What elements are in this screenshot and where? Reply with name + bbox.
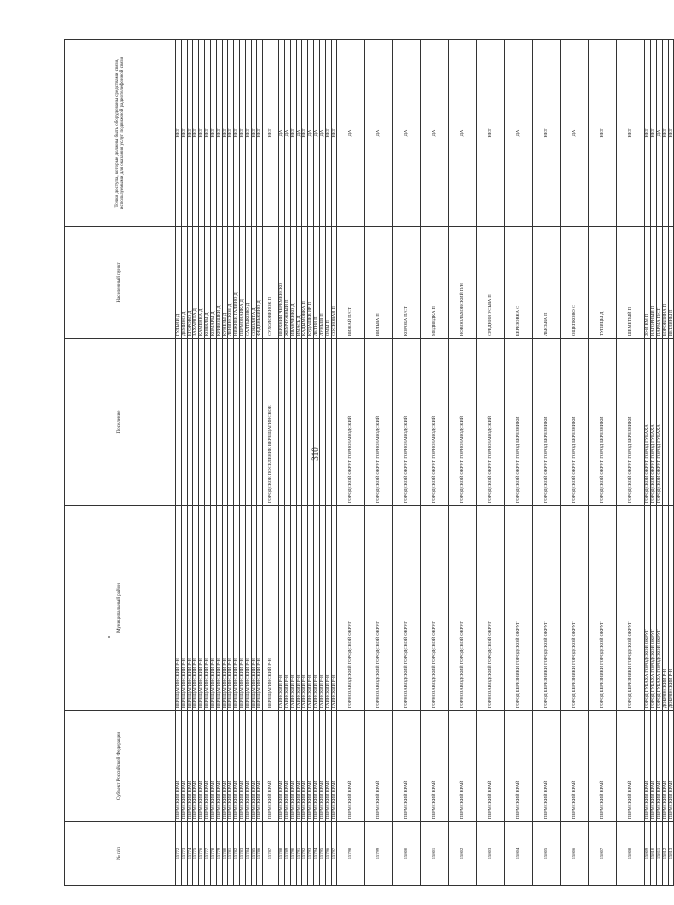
table-row: [617, 40, 645, 886]
region-cell: ПЕРМСКИЙ КРАЙ: [228, 711, 234, 822]
row-number: 15784: [245, 822, 251, 886]
row-number: 15776: [199, 822, 205, 886]
district-cell: ГАЙНСКИЙ Р-Н: [314, 506, 320, 711]
settlement-cell: ГОРОДСКОЙ ОКРУГ ГОРНОЗАВОДСКИЙ: [477, 339, 505, 506]
access-point-cell: НЕТ: [331, 40, 337, 227]
access-point-cell: ДА: [505, 40, 533, 227]
district-cell: ВЕРЕЩАГИНСКИЙ Р-Н: [239, 506, 245, 711]
district-cell: ГАЙНСКИЙ Р-Н: [279, 506, 285, 711]
locality-cell: САЛТЫКОВО Д: [245, 227, 251, 339]
access-point-cell: НЕТ: [210, 40, 216, 227]
access-point-cell: ДА: [421, 40, 449, 227]
access-point-cell: НЕТ: [668, 40, 674, 227]
row-number: 15800: [393, 822, 421, 886]
row-number: 15775: [193, 822, 199, 886]
locality-cell: ЛУНЬЕВ П: [319, 227, 325, 339]
locality-cell: СУХОЛОВЕНОК П: [263, 227, 279, 339]
district-cell: ГОРОД БЕРЕЗНИКИ ГОРОДСКОЙ ОКРУГ: [505, 506, 533, 711]
locality-cell: КОРОБА П/СТ: [393, 227, 421, 339]
locality-cell: ИМАСЬ Д: [296, 227, 302, 339]
access-point-cell: ДА: [561, 40, 589, 227]
table-body: [176, 40, 674, 886]
region-cell: ПЕРМСКИЙ КРАЙ: [205, 711, 211, 822]
access-point-cell: НЕТ: [199, 40, 205, 227]
access-point-cell: ДА: [296, 40, 302, 227]
region-cell: ПЕРМСКИЙ КРАЙ: [296, 711, 302, 822]
locality-cell: ОМЫ П: [325, 227, 331, 339]
district-cell: ГОРОД БЕРЕЗНИКИ ГОРОДСКОЙ ОКРУГ: [561, 506, 589, 711]
access-point-cell: НЕТ: [239, 40, 245, 227]
district-cell: ДОБРЯНСКИЙ Р-Н: [668, 506, 674, 711]
access-point-cell: ДА: [319, 40, 325, 227]
region-cell: ПЕРМСКИЙ КРАЙ: [645, 711, 651, 822]
row-number: 15785: [251, 822, 257, 886]
region-cell: ПЕРМСКИЙ КРАЙ: [331, 711, 337, 822]
locality-cell: КОВЯЛЫ Д: [205, 227, 211, 339]
district-cell: ГОРНОЗАВОДСКИЙ ГОРОДСКОЙ ОКРУГ: [421, 506, 449, 711]
locality-cell: КУДАШЕВ ЯР П: [308, 227, 314, 339]
district-cell: ВЕРЕЩАГИНСКИЙ Р-Н: [187, 506, 193, 711]
access-point-cell: ДА: [449, 40, 477, 227]
district-cell: ВЕРЕЩАГИНСКИЙ Р-Н: [216, 506, 222, 711]
access-point-cell: НЕТ: [662, 40, 668, 227]
region-cell: ПЕРМСКИЙ КРАЙ: [505, 711, 533, 822]
district-cell: ДОБРЯНСКИЙ Р-Н: [662, 506, 668, 711]
row-number: 15781: [228, 822, 234, 886]
locality-cell: КАМЕНКА Д: [199, 227, 205, 339]
region-cell: ПЕРМСКИЙ КРАЙ: [561, 711, 589, 822]
locality-cell: СОСНОВАЯ П: [331, 227, 337, 339]
row-number: 15798: [337, 822, 365, 886]
district-cell: ГОРНОЗАВОДСКИЙ ГОРОДСКОЙ ОКРУГ: [477, 506, 505, 711]
region-cell: ПЕРМСКИЙ КРАЙ: [365, 711, 393, 822]
row-number: 15813: [668, 822, 674, 886]
region-cell: ПЕРМСКИЙ КРАЙ: [216, 711, 222, 822]
access-point-cell: ДА: [337, 40, 365, 227]
table-row: [477, 40, 505, 886]
header-cell: Населенный пункт: [65, 227, 176, 339]
locality-cell: ФЕДЕНЬКИНО Д: [257, 227, 263, 339]
access-point-cell: НЕТ: [216, 40, 222, 227]
region-cell: ПЕРМСКИЙ КРАЙ: [251, 711, 257, 822]
region-cell: ПЕРМСКИЙ КРАЙ: [393, 711, 421, 822]
region-cell: ПЕРМСКИЙ КРАЙ: [668, 711, 674, 822]
access-point-cell: НЕТ: [193, 40, 199, 227]
district-cell: ГАЙНСКИЙ Р-Н: [319, 506, 325, 711]
row-number: 15773: [181, 822, 187, 886]
access-point-cell: ДА: [365, 40, 393, 227]
table-row: [449, 40, 477, 886]
access-point-cell: НЕТ: [181, 40, 187, 227]
access-point-cell: ДА: [656, 40, 662, 227]
region-cell: ПЕРМСКИЙ КРАЙ: [245, 711, 251, 822]
table-row: [365, 40, 393, 886]
table-row: [561, 40, 589, 886]
row-number: 15772: [176, 822, 182, 886]
locality-cell: ТУПИЦЫ Д: [589, 227, 617, 339]
row-number: 15791: [296, 822, 302, 886]
district-cell: ГАЙНСКИЙ Р-Н: [331, 506, 337, 711]
access-point-cell: НЕТ: [290, 40, 296, 227]
district-cell: ВЕРЕЩАГИНСКИЙ Р-Н: [234, 506, 240, 711]
region-cell: ПЕРМСКИЙ КРАЙ: [199, 711, 205, 822]
access-point-cell: НЕТ: [222, 40, 228, 227]
row-number: 15780: [222, 822, 228, 886]
region-cell: ПЕРМСКИЙ КРАЙ: [651, 711, 657, 822]
locality-cell: БЕРЕЗОВКА С: [505, 227, 533, 339]
settlement-cell: ГОРОДСКОЙ ОКРУГ ГОРОД ГУБАХА: [645, 339, 651, 506]
access-point-cell: НЕТ: [234, 40, 240, 227]
settlement-cell: ГОРОДСКОЙ ОКРУГ ГОРОД БЕРЕЗНИКИ: [589, 339, 617, 506]
region-cell: ПЕРМСКИЙ КРАЙ: [308, 711, 314, 822]
district-cell: ВЕРЕЩАГИНСКИЙ Р-Н: [222, 506, 228, 711]
locality-cell: ВЕРХНИЙ ЧЕРЕМЕНСКО: [279, 227, 285, 339]
locality-cell: ЛЕТНЯ П: [314, 227, 320, 339]
region-cell: ПЕРМСКИЙ КРАЙ: [319, 711, 325, 822]
access-point-cell: ДА: [314, 40, 320, 227]
row-number: 15789: [285, 822, 291, 886]
access-point-cell: НЕТ: [251, 40, 257, 227]
district-cell: ГОРОД БЕРЕЗНИКИ ГОРОДСКОЙ ОКРУГ: [533, 506, 561, 711]
district-cell: ВЕРЕЩАГИНСКИЙ Р-Н: [181, 506, 187, 711]
region-cell: ПЕРМСКИЙ КРАЙ: [617, 711, 645, 822]
locality-cell: ЖЕМЧУЖНЫЙ П: [285, 227, 291, 339]
district-cell: ГАЙНСКИЙ Р-Н: [325, 506, 331, 711]
row-number: 15810: [651, 822, 657, 886]
settlement-cell: ГОРОДСКОЙ ОКРУГ ГОРНОЗАВОДСКИЙ: [421, 339, 449, 506]
region-cell: ПЕРМСКИЙ КРАЙ: [314, 711, 320, 822]
table-row: [263, 40, 279, 886]
access-point-cell: НЕТ: [477, 40, 505, 227]
region-cell: ПЕРМСКИЙ КРАЙ: [449, 711, 477, 822]
region-cell: ПЕРМСКИЙ КРАЙ: [257, 711, 263, 822]
row-number: 15804: [505, 822, 533, 886]
access-point-cell: НЕТ: [176, 40, 182, 227]
region-cell: ПЕРМСКИЙ КРАЙ: [193, 711, 199, 822]
locality-cell: НАГОРНЫЙ П: [651, 227, 657, 339]
row-number: 15774: [187, 822, 193, 886]
settlement-cell: ГОРОДСКОЙ ОКРУГ ГОРНОЗАВОДСКИЙ: [449, 339, 477, 506]
locality-cell: ЛЕНИНСКОЕ Д: [228, 227, 234, 339]
district-cell: ГОРОД ГУБАХА ГОРОДСКОЙ ОКРУГ: [645, 506, 651, 711]
district-cell: ГАЙНСКИЙ Р-Н: [285, 506, 291, 711]
row-number: 15788: [279, 822, 285, 886]
region-cell: ПЕРМСКИЙ КРАЙ: [263, 711, 279, 822]
locality-cell: ШЕМЕТЫЙ П: [617, 227, 645, 339]
table-row: [337, 40, 365, 886]
locality-cell: МЕДВЕДКА П: [421, 227, 449, 339]
header-cell: Субъект Российской Федерации: [65, 711, 176, 822]
row-number: 15794: [314, 822, 320, 886]
region-cell: ПЕРМСКИЙ КРАЙ: [210, 711, 216, 822]
region-cell: ПЕРМСКИЙ КРАЙ: [302, 711, 308, 822]
access-point-cell: НЕТ: [263, 40, 279, 227]
settlement-cell: ГОРОДСКОЙ ОКРУГ ГОРОД БЕРЕЗНИКИ: [533, 339, 561, 506]
locality-cell: КАДЫМОВКА П: [302, 227, 308, 339]
region-cell: ПЕРМСКИЙ КРАЙ: [181, 711, 187, 822]
region-cell: ПЕРМСКИЙ КРАЙ: [290, 711, 296, 822]
region-cell: ПЕРМСКИЙ КРАЙ: [239, 711, 245, 822]
region-cell: ПЕРМСКИЙ КРАЙ: [656, 711, 662, 822]
locality-cell: ГУЛЬНИ Д: [176, 227, 182, 339]
locality-cell: НОВООЛЬХОВСКИЙ П/Н: [449, 227, 477, 339]
district-cell: ГОРНОЗАВОДСКИЙ ГОРОДСКОЙ ОКРУГ: [393, 506, 421, 711]
region-cell: ПЕРМСКИЙ КРАЙ: [477, 711, 505, 822]
row-number: 15808: [617, 822, 645, 886]
district-cell: ГОРНОЗАВОДСКИЙ ГОРОДСКОЙ ОКРУГ: [449, 506, 477, 711]
district-cell: ВЕРЕЩАГИНСКИЙ Р-Н: [199, 506, 205, 711]
access-point-cell: ДА: [279, 40, 285, 227]
access-point-cell: НЕТ: [645, 40, 651, 227]
region-cell: ПЕРМСКИЙ КРАЙ: [325, 711, 331, 822]
settlement-cell: ГОРОДСКОЙ ОКРУГ ГОРОД ГУБАХА: [651, 339, 657, 506]
settlement-cell: ГОРОДСКОЙ ОКРУГ ГОРОД БЕРЕЗНИКИ: [505, 339, 533, 506]
district-cell: ГОРОД БЕРЕЗНИКИ ГОРОДСКОЙ ОКРУГ: [589, 506, 617, 711]
region-cell: ПЕРМСКИЙ КРАЙ: [589, 711, 617, 822]
row-number: 15778: [210, 822, 216, 886]
row-number: 15812: [662, 822, 668, 886]
access-point-cell: НЕТ: [205, 40, 211, 227]
district-cell: ВЕРЕЩАГИНСКИЙ Р-Н: [263, 506, 279, 711]
locality-cell: ЛЫСЬВА П: [533, 227, 561, 339]
access-point-cell: НЕТ: [651, 40, 657, 227]
table-row: [668, 40, 674, 886]
table-row: [393, 40, 421, 886]
locality-cell: ИВАНЧЕНКО Д: [290, 227, 296, 339]
region-cell: ПЕРМСКИЙ КРАЙ: [421, 711, 449, 822]
locality-cell: ПЕРМОНАЙКА Д: [239, 227, 245, 339]
row-number: 15790: [290, 822, 296, 886]
header-cell: № п/п: [65, 822, 176, 886]
district-cell: ГОРОД БЕРЕЗНИКИ ГОРОДСКОЙ ОКРУГ: [617, 506, 645, 711]
region-cell: ПЕРМСКИЙ КРАЙ: [279, 711, 285, 822]
table-row: [533, 40, 561, 886]
district-cell: ГАЙНСКИЙ Р-Н: [308, 506, 314, 711]
district-cell: ГОРОД ГУБАХА ГОРОДСКОЙ ОКРУГ: [651, 506, 657, 711]
access-point-cell: НЕТ: [533, 40, 561, 227]
table-row: [421, 40, 449, 886]
region-cell: ПЕРМСКИЙ КРАЙ: [285, 711, 291, 822]
table-row: [589, 40, 617, 886]
header-cell: Точки доступа, которые должны быть оборудованы средствами связи, используемыми для оказания услуг подвижной радиотелефонной связи: [65, 40, 176, 227]
district-cell: ВЕРЕЩАГИНСКИЙ Р-Н: [205, 506, 211, 711]
region-cell: ПЕРМСКИЙ КРАЙ: [662, 711, 668, 822]
district-cell: ГОРНОЗАВОДСКИЙ ГОРОДСКОЙ ОКРУГ: [365, 506, 393, 711]
settlement-cell: ГОРОДСКОЙ ОКРУГ ГОРОД БЕРЕЗНИКИ: [617, 339, 645, 506]
row-number: 15779: [216, 822, 222, 886]
header-cell: Муниципальный район: [65, 506, 176, 711]
table-row: [505, 40, 533, 886]
locality-cell: ВИЖАЙ П/СТ: [337, 227, 365, 339]
locality-cell: ЕГОРОВО Д: [187, 227, 193, 339]
rotated-page: [64, 40, 673, 886]
locality-cell: СОБОЛЯТА Д: [251, 227, 257, 339]
settlement-cell: ГОРОДСКОЕ ПОСЕЛЕНИЕ ВЕРЕЩАГИНСКОЕ: [263, 339, 279, 506]
settlement-cell: ГОРОДСКОЙ ОКРУГ ГОРОД ГУБАХА: [656, 339, 662, 506]
access-point-cell: НЕТ: [302, 40, 308, 227]
region-cell: ПЕРМСКИЙ КРАЙ: [222, 711, 228, 822]
row-number: 15802: [449, 822, 477, 886]
locality-cell: КОМАРЫ Д: [210, 227, 216, 339]
district-cell: ВЕРЕЩАГИНСКИЙ Р-Н: [251, 506, 257, 711]
settlement-cell: ГОРОДСКОЙ ОКРУГ ГОРОД БЕРЕЗНИКИ: [561, 339, 589, 506]
locality-cell: КУНЕЗЫ Д: [222, 227, 228, 339]
district-cell: ГОРНОЗАВОДСКИЙ ГОРОДСКОЙ ОКРУГ: [337, 506, 365, 711]
header-cell: Поселение: [65, 339, 176, 506]
access-point-cell: ДА: [308, 40, 314, 227]
row-number: 15793: [308, 822, 314, 886]
district-cell: ГАЙНСКИЙ Р-Н: [296, 506, 302, 711]
access-point-cell: НЕТ: [245, 40, 251, 227]
row-number: 15805: [533, 822, 561, 886]
district-cell: ВЕРЕЩАГИНСКИЙ Р-Н: [245, 506, 251, 711]
district-cell: ГОРОД ГУБАХА ГОРОДСКОЙ ОКРУГ: [656, 506, 662, 711]
district-cell: ВЕРЕЩАГИНСКИЙ Р-Н: [257, 506, 263, 711]
access-point-cell: НЕТ: [589, 40, 617, 227]
locality-cell: ДЕМИНО Д: [181, 227, 187, 339]
access-point-cell: НЕТ: [325, 40, 331, 227]
row-number: 15799: [365, 822, 393, 886]
locality-cell: ПАРМА П/СТ: [656, 227, 662, 339]
row-number: 15803: [477, 822, 505, 886]
locality-cell: ВИЛЬВА П: [365, 227, 393, 339]
row-number: 15807: [589, 822, 617, 886]
access-point-cell: НЕТ: [257, 40, 263, 227]
page-number: 310: [310, 447, 320, 461]
settlement-cell: ГОРОДСКОЙ ОКРУГ ГОРНОЗАВОДСКИЙ: [365, 339, 393, 506]
row-number: 15806: [561, 822, 589, 886]
row-number: 15792: [302, 822, 308, 886]
locality-cell: СРЕДНЯЯ УСЬВА П: [477, 227, 505, 339]
row-number: 15796: [325, 822, 331, 886]
district-cell: ВЕРЕЩАГИНСКИЙ Р-Н: [193, 506, 199, 711]
region-cell: ПЕРМСКИЙ КРАЙ: [533, 711, 561, 822]
table-frame: [64, 40, 673, 886]
access-point-cell: НЕТ: [187, 40, 193, 227]
row-number: 15782: [234, 822, 240, 886]
access-point-cell: НЕТ: [228, 40, 234, 227]
row-number: 15786: [257, 822, 263, 886]
access-point-cell: НЕТ: [617, 40, 645, 227]
header-row: [65, 40, 176, 886]
row-number: 15795: [319, 822, 325, 886]
row-number: 15777: [205, 822, 211, 886]
row-number: 15809: [645, 822, 651, 886]
locality-cell: НИЖНЕЕ ГАЛИНО Д: [234, 227, 240, 339]
region-cell: ПЕРМСКИЙ КРАЙ: [187, 711, 193, 822]
locality-cell: БОРОВЛЯНА П: [662, 227, 668, 339]
region-cell: ПЕРМСКИЙ КРАЙ: [234, 711, 240, 822]
row-number: 15811: [656, 822, 662, 886]
locality-cell: 20-Й КМ П: [645, 227, 651, 339]
district-cell: ВЕРЕЩАГИНСКИЙ Р-Н: [228, 506, 234, 711]
district-cell: ГАЙНСКИЙ Р-Н: [290, 506, 296, 711]
locality-cell: ОЩЕПКОВО С: [561, 227, 589, 339]
district-cell: ВЕРЕЩАГИНСКИЙ Р-Н: [210, 506, 216, 711]
settlement-cell: ГОРОДСКОЙ ОКРУГ ГОРНОЗАВОДСКИЙ: [393, 339, 421, 506]
district-cell: ГАЙНСКИЙ Р-Н: [302, 506, 308, 711]
access-point-cell: ДА: [285, 40, 291, 227]
settlements-table: [64, 39, 674, 886]
district-cell: ВЕРЕЩАГИНСКИЙ Р-Н: [176, 506, 182, 711]
locality-cell: ВЕТЛЯНЫ П: [668, 227, 674, 339]
access-point-cell: ДА: [393, 40, 421, 227]
locality-cell: КРИВОШЕИ Д: [216, 227, 222, 339]
region-cell: ПЕРМСКИЙ КРАЙ: [337, 711, 365, 822]
row-number: 15783: [239, 822, 245, 886]
settlement-cell: [668, 339, 674, 506]
row-number: 15801: [421, 822, 449, 886]
region-cell: ПЕРМСКИЙ КРАЙ: [176, 711, 182, 822]
locality-cell: ЗАХАРЯТА Д: [193, 227, 199, 339]
settlement-cell: ГОРОДСКОЙ ОКРУГ ГОРНОЗАВОДСКИЙ: [337, 339, 365, 506]
row-number: 15787: [263, 822, 279, 886]
row-number: 15797: [331, 822, 337, 886]
